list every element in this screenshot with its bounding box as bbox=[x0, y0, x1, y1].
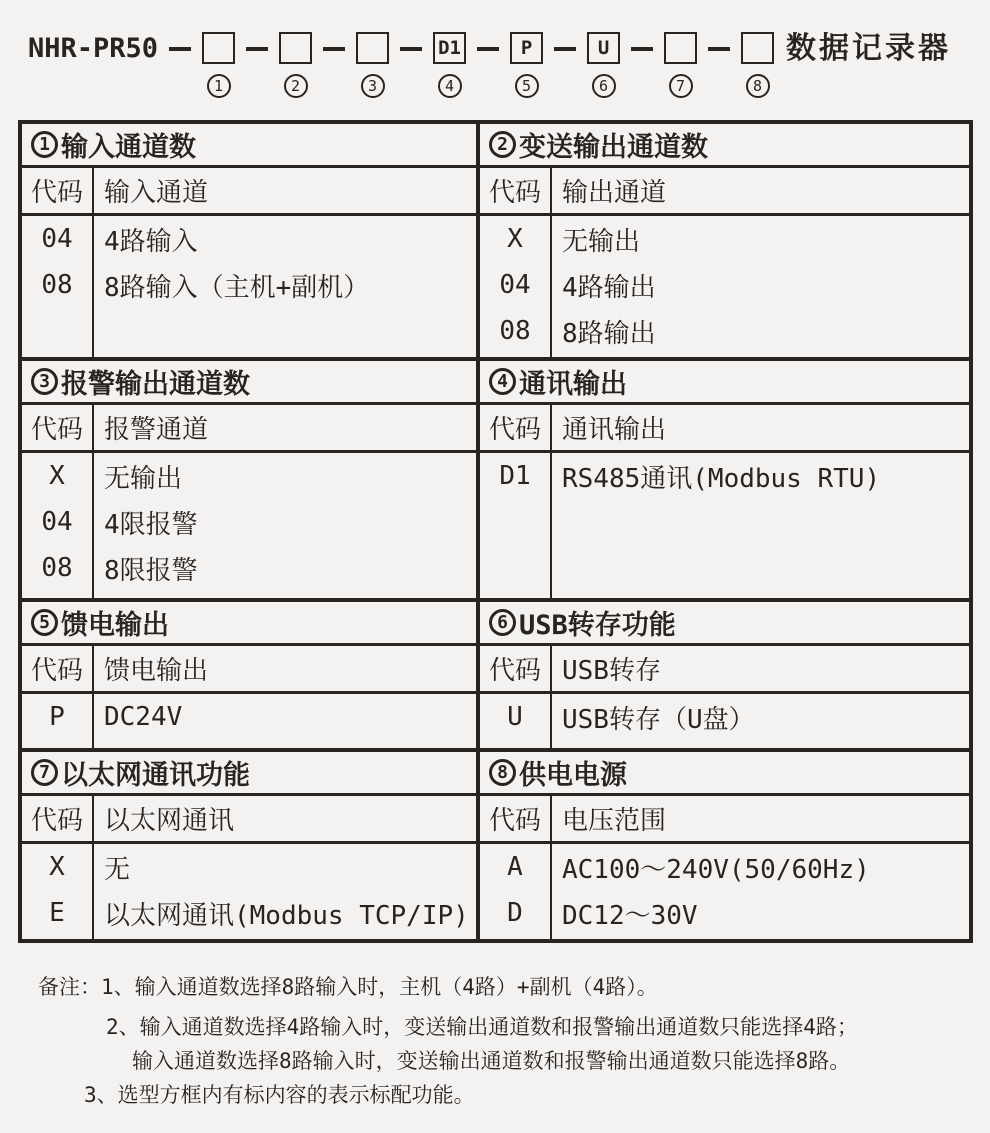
model-code-line bbox=[28, 32, 951, 98]
circled-number-icon: 2 bbox=[489, 131, 516, 158]
code-header: 代码 bbox=[22, 168, 94, 213]
section-title-text: 通讯输出 bbox=[519, 369, 627, 400]
circled-number-4: 4 bbox=[438, 74, 462, 98]
code-column bbox=[22, 216, 94, 357]
section-header-row bbox=[480, 646, 969, 694]
section-title-text: 输入通道数 bbox=[61, 132, 196, 163]
note-line-3: 输入通道数选择8路输入时，变送输出通道数和报警输出通道数只能选择8路。 bbox=[132, 1049, 851, 1073]
section-header-row bbox=[480, 168, 969, 216]
section-1-input-channels bbox=[22, 124, 480, 357]
section-6-usb-transfer bbox=[480, 602, 969, 748]
section-8-power-supply bbox=[480, 752, 969, 939]
table-band-4 bbox=[22, 748, 969, 939]
circled-number-7: 7 bbox=[669, 74, 693, 98]
section-title bbox=[22, 124, 476, 168]
code-header: 代码 bbox=[22, 646, 94, 691]
model-box-unit-4 bbox=[433, 32, 466, 98]
dash-separator bbox=[169, 47, 191, 51]
code-cell: 08 bbox=[41, 553, 73, 583]
model-box-unit-2 bbox=[279, 32, 312, 98]
code-column bbox=[480, 694, 552, 748]
circled-number-icon: 3 bbox=[31, 368, 58, 395]
desc-column bbox=[94, 844, 476, 939]
code-cell: D1 bbox=[499, 461, 531, 491]
circled-number-icon: 8 bbox=[489, 759, 516, 786]
code-cell: X bbox=[507, 224, 523, 254]
desc-cell: DC12～30V bbox=[562, 900, 698, 931]
desc-cell: 8路输入（主机+副机） bbox=[104, 272, 370, 303]
circled-number-icon: 6 bbox=[489, 609, 516, 636]
section-7-ethernet-comm bbox=[22, 752, 480, 939]
dash-separator bbox=[400, 47, 422, 51]
code-cell: P bbox=[49, 702, 65, 732]
circled-number-icon: 7 bbox=[31, 759, 58, 786]
desc-cell: 4路输出 bbox=[562, 272, 656, 303]
section-title bbox=[22, 752, 476, 796]
model-box-6: U bbox=[587, 32, 620, 64]
code-cell: D bbox=[507, 898, 523, 928]
section-title-text: USB转存功能 bbox=[519, 610, 676, 641]
model-box-unit-8 bbox=[741, 32, 774, 98]
circled-number-icon: 5 bbox=[31, 609, 58, 636]
desc-column bbox=[552, 453, 969, 598]
dash-separator bbox=[554, 47, 576, 51]
code-cell: U bbox=[507, 702, 523, 732]
model-box-unit-7 bbox=[664, 32, 697, 98]
desc-cell: 无输出 bbox=[104, 463, 183, 494]
desc-cell: DC24V bbox=[104, 702, 183, 732]
section-body bbox=[22, 844, 476, 939]
desc-column bbox=[94, 694, 476, 748]
model-box-4: D1 bbox=[433, 32, 466, 64]
desc-column bbox=[94, 216, 476, 357]
desc-cell: 8限报警 bbox=[104, 555, 198, 586]
code-cell: 08 bbox=[499, 316, 531, 346]
circled-number-2: 2 bbox=[284, 74, 308, 98]
section-title-text: 变送输出通道数 bbox=[519, 132, 708, 163]
circled-number-icon: 4 bbox=[489, 368, 516, 395]
section-header-row bbox=[22, 405, 476, 453]
section-header-row bbox=[22, 796, 476, 844]
model-prefix: NHR-PR50 bbox=[28, 33, 159, 64]
code-column bbox=[22, 694, 94, 748]
code-header: 代码 bbox=[22, 796, 94, 841]
model-box-7 bbox=[664, 32, 697, 64]
code-cell: 04 bbox=[499, 270, 531, 300]
model-box-unit-5 bbox=[510, 32, 543, 98]
desc-header: 馈电输出 bbox=[104, 656, 209, 686]
circled-number-icon: 1 bbox=[31, 131, 58, 158]
code-column bbox=[480, 453, 552, 598]
code-cell: 04 bbox=[41, 507, 73, 537]
model-box-5: P bbox=[510, 32, 543, 64]
desc-header: 电压范围 bbox=[562, 806, 667, 836]
section-title bbox=[22, 602, 476, 646]
section-title bbox=[480, 602, 969, 646]
note-line-4: 3、选型方框内有标内容的表示标配功能。 bbox=[84, 1083, 475, 1107]
code-header: 代码 bbox=[22, 405, 94, 450]
section-title-text: 供电电源 bbox=[519, 760, 627, 791]
desc-cell: 无 bbox=[104, 854, 131, 885]
code-column bbox=[22, 453, 94, 598]
section-5-power-feed-output bbox=[22, 602, 480, 748]
model-box-8 bbox=[741, 32, 774, 64]
desc-cell: USB转存（U盘） bbox=[562, 704, 755, 735]
code-column bbox=[22, 844, 94, 939]
desc-cell: 以太网通讯(Modbus TCP/IP) bbox=[104, 900, 469, 931]
selection-table bbox=[18, 120, 973, 943]
note-line-2: 2、输入通道数选择4路输入时，变送输出通道数和报警输出通道数只能选择4路； bbox=[106, 1015, 858, 1039]
desc-header: 报警通道 bbox=[104, 415, 209, 445]
product-name: 数据记录器 bbox=[786, 31, 952, 66]
dash-separator bbox=[323, 47, 345, 51]
desc-cell: AC100～240V(50/60Hz) bbox=[562, 854, 870, 885]
model-box-3 bbox=[356, 32, 389, 64]
dash-separator bbox=[477, 47, 499, 51]
table-band-3 bbox=[22, 598, 969, 748]
desc-cell: 无输出 bbox=[562, 226, 641, 257]
section-title-text: 以太网通讯功能 bbox=[61, 760, 250, 791]
desc-header: 以太网通讯 bbox=[104, 806, 235, 836]
section-header-row bbox=[480, 405, 969, 453]
section-body bbox=[22, 216, 476, 357]
desc-cell: 8路输出 bbox=[562, 318, 656, 349]
section-3-alarm-output-channels bbox=[22, 361, 480, 598]
desc-column bbox=[552, 844, 969, 939]
section-title bbox=[480, 124, 969, 168]
desc-header: 输出通道 bbox=[562, 178, 667, 208]
section-body bbox=[480, 216, 969, 357]
section-2-transmit-output-channels bbox=[480, 124, 969, 357]
model-box-1 bbox=[202, 32, 235, 64]
desc-header: USB转存 bbox=[562, 656, 661, 686]
section-body bbox=[22, 453, 476, 598]
desc-column bbox=[552, 694, 969, 748]
code-header: 代码 bbox=[480, 646, 552, 691]
circled-number-6: 6 bbox=[592, 74, 616, 98]
desc-column bbox=[552, 216, 969, 357]
code-cell: E bbox=[49, 898, 65, 928]
table-band-1 bbox=[22, 124, 969, 357]
note-text: 1、输入通道数选择8路输入时，主机（4路）+副机（4路）。 bbox=[101, 975, 658, 999]
code-header: 代码 bbox=[480, 796, 552, 841]
code-header: 代码 bbox=[480, 168, 552, 213]
section-header-row bbox=[22, 646, 476, 694]
section-body bbox=[480, 694, 969, 748]
code-column bbox=[480, 844, 552, 939]
section-body bbox=[480, 844, 969, 939]
code-cell: 08 bbox=[41, 270, 73, 300]
section-title bbox=[480, 752, 969, 796]
circled-number-8: 8 bbox=[746, 74, 770, 98]
model-box-2 bbox=[279, 32, 312, 64]
desc-header: 通讯输出 bbox=[562, 415, 667, 445]
section-header-row bbox=[480, 796, 969, 844]
section-body bbox=[480, 453, 969, 598]
table-band-2 bbox=[22, 357, 969, 598]
desc-cell: RS485通讯(Modbus RTU) bbox=[562, 463, 881, 494]
desc-column bbox=[94, 453, 476, 598]
desc-cell: 4限报警 bbox=[104, 509, 198, 540]
section-header-row bbox=[22, 168, 476, 216]
section-title bbox=[480, 361, 969, 405]
code-cell: 04 bbox=[41, 224, 73, 254]
circled-number-1: 1 bbox=[207, 74, 231, 98]
dash-separator bbox=[631, 47, 653, 51]
section-body bbox=[22, 694, 476, 748]
model-box-unit-3 bbox=[356, 32, 389, 98]
section-4-comm-output bbox=[480, 361, 969, 598]
code-header: 代码 bbox=[480, 405, 552, 450]
dash-separator bbox=[708, 47, 730, 51]
section-title-text: 报警输出通道数 bbox=[61, 369, 250, 400]
notes bbox=[0, 974, 990, 1109]
desc-header: 输入通道 bbox=[104, 178, 209, 208]
circled-number-5: 5 bbox=[515, 74, 539, 98]
model-box-unit-1 bbox=[202, 32, 235, 98]
code-cell: X bbox=[49, 461, 65, 491]
desc-cell: 4路输入 bbox=[104, 226, 198, 257]
notes-label: 备注： bbox=[38, 975, 101, 999]
model-box-unit-6 bbox=[587, 32, 620, 98]
circled-number-3: 3 bbox=[361, 74, 385, 98]
code-cell: X bbox=[49, 852, 65, 882]
note-line-1 bbox=[0, 974, 990, 1001]
section-title-text: 馈电输出 bbox=[61, 610, 169, 641]
code-column bbox=[480, 216, 552, 357]
dash-separator bbox=[246, 47, 268, 51]
section-title bbox=[22, 361, 476, 405]
code-cell: A bbox=[507, 852, 523, 882]
